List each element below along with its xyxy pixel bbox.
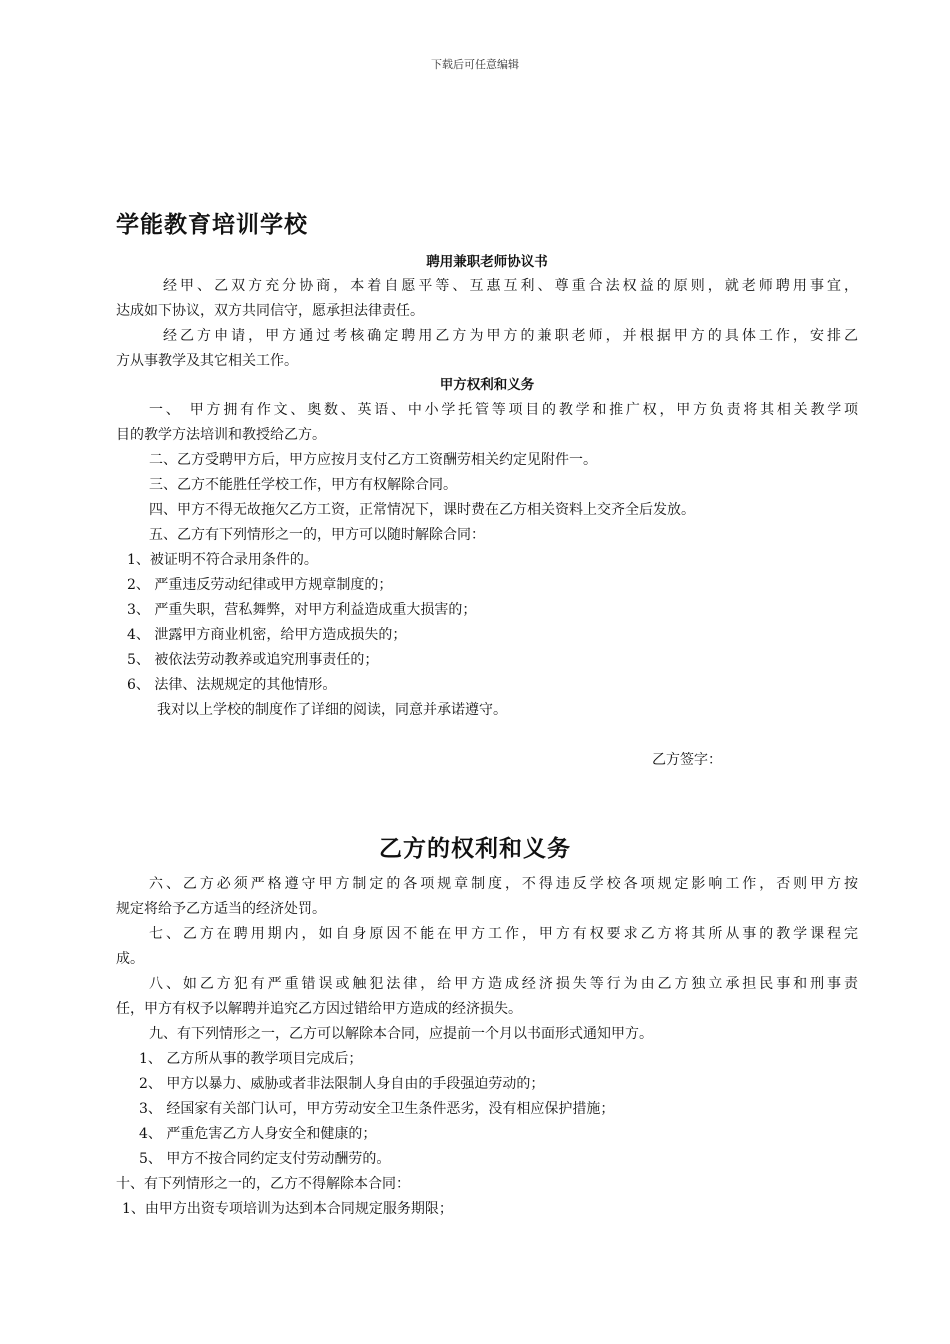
section2-line: 任，甲方有权予以解聘并追究乙方因过错给甲方造成的经济损失。 — [116, 1001, 522, 1017]
section2-line: 成。 — [116, 951, 144, 967]
section2-line: 规定将给予乙方适当的经济处罚。 — [116, 901, 326, 917]
intro-line: 达成如下协议，双方共同信守，愿承担法律责任。 — [116, 303, 424, 319]
section1-list-item: 5、 被依法劳动教养或追究刑事责任的； — [127, 652, 379, 668]
section1-line: 三、乙方不能胜任学校工作，甲方有权解除合同。 — [149, 477, 457, 493]
section2-line: 九、有下列情形之一，乙方可以解除本合同，应提前一个月以书面形式通知甲方。 — [149, 1026, 653, 1042]
section2-line: 六、乙方必须严格遵守甲方制定的各项规章制度，不得违反学校各项规定影响工作，否则甲方按 — [149, 876, 858, 892]
intro-line: 经甲、乙双方充分协商，本着自愿平等、互惠互利、尊重合法权益的原则，就老师聘用事宜， — [163, 278, 858, 294]
section2-list-item: 3、 经国家有关部门认可，甲方劳动安全卫生条件恶劣，没有相应保护措施； — [139, 1101, 615, 1117]
section2-list-item: 2、 甲方以暴力、威胁或者非法限制人身自由的手段强迫劳动的； — [139, 1076, 545, 1092]
section1-line: 我对以上学校的制度作了详细的阅读，同意并承诺遵守。 — [157, 702, 507, 718]
section1-line: 四、甲方不得无故拖欠乙方工资，正常情况下，课时费在乙方相关资料上交齐全后发放。 — [149, 502, 695, 518]
intro-line: 经乙方申请，甲方通过考核确定聘用乙方为甲方的兼职老师，并根据甲方的具体工作，安排乙 — [163, 328, 858, 344]
agreement-title: 聘用兼职老师协议书 — [426, 254, 548, 270]
section1-title: 甲方权利和义务 — [439, 377, 535, 393]
intro-line: 方从事教学及其它相关工作。 — [116, 353, 298, 369]
section1-list-item: 2、 严重违反劳动纪律或甲方规章制度的； — [127, 577, 393, 593]
section1-line: 目的教学方法培训和教授给乙方。 — [116, 427, 326, 443]
section1-line: 五、乙方有下列情形之一的，甲方可以随时解除合同： — [149, 527, 485, 543]
section1-list-item: 1、被证明不符合录用条件的。 — [127, 552, 318, 568]
section2-line: 十、有下列情形之一的，乙方不得解除本合同： — [116, 1176, 410, 1192]
section1-line: 一、 甲方拥有作文、奥数、英语、中小学托管等项目的教学和推广权，甲方负责将其相关教学项 — [149, 402, 858, 418]
section1-list-item: 3、 严重失职，营私舞弊，对甲方利益造成重大损害的； — [127, 602, 477, 618]
section2-list-item: 1、 乙方所从事的教学项目完成后； — [139, 1051, 363, 1067]
section2-line: 八、如乙方犯有严重错误或触犯法律，给甲方造成经济损失等行为由乙方独立承担民事和刑事责 — [149, 976, 858, 992]
section1-list-item: 6、 法律、法规规定的其他情形。 — [127, 677, 337, 693]
section2-list-item: 5、 甲方不按合同约定支付劳动酬劳的。 — [139, 1151, 391, 1167]
school-title: 学能教育培训学校 — [116, 212, 308, 238]
signature-label: 乙方签字： — [652, 752, 722, 768]
section1-line: 二、乙方受聘甲方后，甲方应按月支付乙方工资酬劳相关约定见附件一。 — [149, 452, 597, 468]
section2-list-item: 4、 严重危害乙方人身安全和健康的； — [139, 1126, 377, 1142]
header-note: 下载后可任意编辑 — [431, 58, 519, 71]
section2-list-item: 1、由甲方出资专项培训为达到本合同规定服务期限； — [122, 1201, 453, 1217]
section1-list-item: 4、 泄露甲方商业机密，给甲方造成损失的； — [127, 627, 407, 643]
section2-line: 七、乙方在聘用期内，如自身原因不能在甲方工作，甲方有权要求乙方将其所从事的教学课程完 — [149, 926, 858, 942]
section2-title: 乙方的权利和义务 — [379, 836, 571, 862]
